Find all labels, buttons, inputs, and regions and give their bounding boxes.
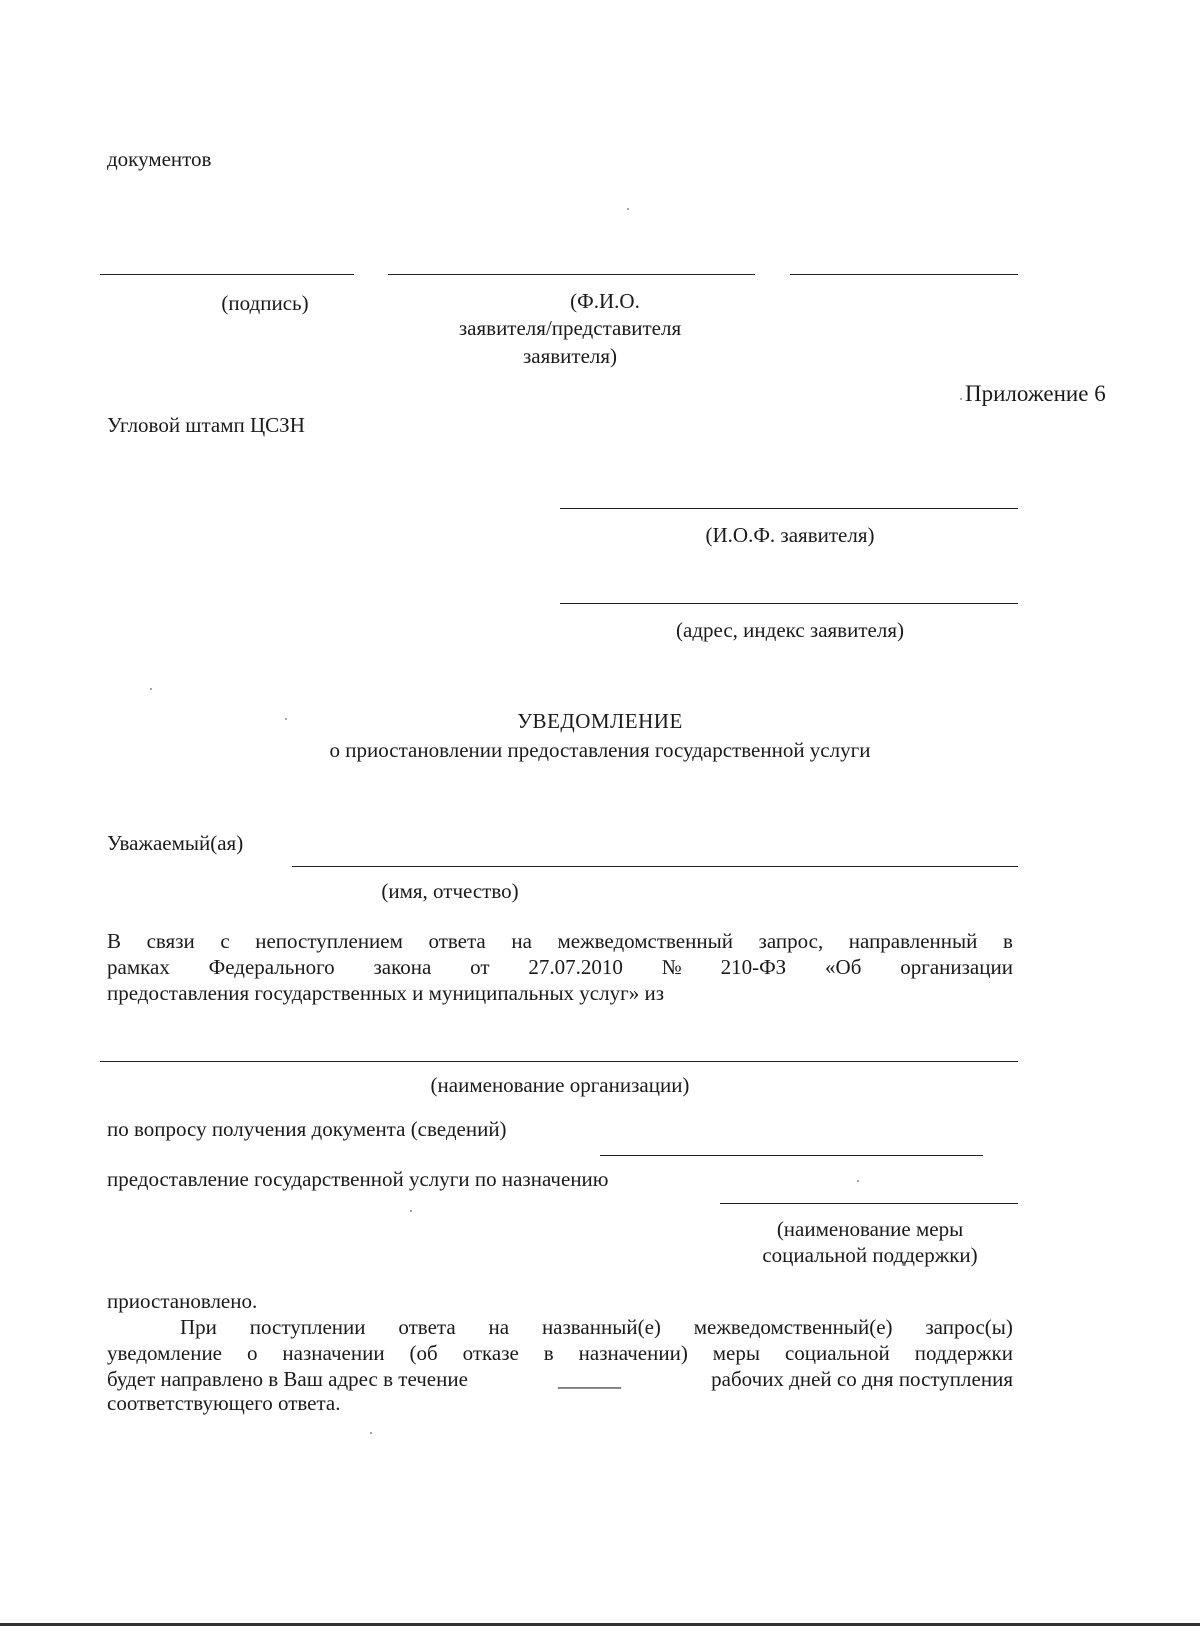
- paragraph2-word: назначении: [282, 1341, 385, 1365]
- fio-label-line3: заявителя): [522, 344, 618, 368]
- paragraph2-word: (об: [409, 1341, 438, 1365]
- scan-speck: [370, 1432, 372, 1434]
- paragraph1-word: организации: [900, 955, 1013, 979]
- appendix-label: Приложение 6: [965, 381, 1106, 406]
- fio-label-line1: (Ф.И.О.: [570, 289, 640, 313]
- paragraph2-word: названный(е): [541, 1315, 661, 1339]
- measure-name-line[interactable]: [720, 1203, 1018, 1204]
- recipient-name-label: (И.О.Ф. заявителя): [705, 523, 875, 547]
- scan-speck: [410, 1210, 412, 1212]
- scan-speck: [285, 718, 287, 720]
- paragraph2-word: о: [246, 1341, 258, 1365]
- paragraph2-line4: соответствующего ответа.: [107, 1391, 341, 1415]
- document-subtitle: о приостановлении предоставления государственной услуги: [329, 738, 871, 762]
- recipient-address-line[interactable]: [560, 603, 1018, 604]
- paragraph2-line3: [107, 1366, 1013, 1392]
- document-name-line[interactable]: [600, 1155, 983, 1156]
- paragraph2-word: в: [543, 1341, 554, 1365]
- paragraph1-word: В: [107, 929, 122, 953]
- paragraph1-word: Федерального: [208, 955, 335, 979]
- greeting-name-label: (имя, отчество): [381, 879, 519, 903]
- signature-label: (подпись): [221, 291, 309, 315]
- paragraph1-word: рамках: [107, 955, 170, 979]
- paragraph2-word: поддержки: [914, 1341, 1013, 1365]
- paragraph1-word: связи: [146, 929, 195, 953]
- service-assignment-text: предоставление государственной услуги по назначению: [107, 1167, 609, 1191]
- corner-stamp-label: Угловой штамп ЦСЗН: [107, 413, 305, 437]
- paragraph1-word: 27.07.2010: [528, 955, 623, 979]
- paragraph1-word: на: [511, 929, 532, 953]
- recipient-name-line[interactable]: [560, 508, 1018, 509]
- paragraph1-word: от: [470, 955, 490, 979]
- paragraph2-word: отказе: [462, 1341, 519, 1365]
- paragraph2-word: назначении): [578, 1341, 688, 1365]
- paragraph1-line3: предоставления государственных и муниципальных услуг» из: [107, 981, 665, 1005]
- paragraph2-word: поступлении: [249, 1315, 366, 1339]
- paragraph2-word: меры: [712, 1341, 760, 1365]
- top-line-text: документов: [107, 147, 212, 171]
- date-line[interactable]: [790, 274, 1018, 275]
- paragraph1-word: ответа: [428, 929, 486, 953]
- business-days-blank[interactable]: ______: [558, 1367, 622, 1391]
- scan-speck: [857, 1180, 859, 1182]
- paragraph1-word: с: [220, 929, 230, 953]
- paragraph1-word: направленный: [848, 929, 978, 953]
- paragraph1-word: межведомственный: [557, 929, 733, 953]
- paragraph2-word: запрос(ы): [925, 1315, 1013, 1339]
- paragraph1-line2: [107, 954, 1013, 980]
- paragraph2-word: При: [180, 1315, 217, 1339]
- paragraph1-line1: [107, 928, 1013, 954]
- scan-speck: [627, 208, 629, 210]
- paragraph2-word: межведомственный(е): [693, 1315, 893, 1339]
- paragraph2-line3-start: будет направлено в Ваш адрес в течение: [107, 1367, 468, 1391]
- fio-label-line2: заявителя/представителя: [458, 316, 682, 340]
- paragraph2-word: ответа: [398, 1315, 456, 1339]
- greeting-text: Уважаемый(ая): [107, 831, 244, 855]
- fio-line[interactable]: [388, 274, 755, 275]
- paragraph1-word: «Об: [825, 955, 862, 979]
- document-question-text: по вопросу получения документа (сведений): [107, 1117, 507, 1141]
- organization-label: (наименование организации): [430, 1073, 690, 1097]
- paragraph2-line1: [180, 1314, 1013, 1340]
- paragraph1-word: №: [661, 955, 682, 979]
- paragraph1-word: закона: [373, 955, 432, 979]
- organization-line[interactable]: [100, 1061, 1018, 1062]
- paragraph2-line2: [107, 1340, 1013, 1366]
- paragraph1-word: непоступлением: [255, 929, 403, 953]
- paragraph1-word: в: [1002, 929, 1013, 953]
- paragraph2-line3-end: рабочих дней со дня поступления: [711, 1367, 1013, 1391]
- scan-speck: [150, 688, 152, 690]
- paragraph2-word: уведомление: [107, 1341, 223, 1365]
- paragraph2-word: социальной: [784, 1341, 890, 1365]
- scan-speck: [960, 398, 962, 400]
- suspended-text: приостановлено.: [107, 1289, 258, 1313]
- signature-line[interactable]: [100, 274, 354, 275]
- measure-label-line2: социальной поддержки): [762, 1243, 978, 1267]
- greeting-name-line[interactable]: [292, 866, 1018, 867]
- paragraph1-word: запрос,: [758, 929, 824, 953]
- paragraph1-word: 210-ФЗ: [720, 955, 787, 979]
- recipient-address-label: (адрес, индекс заявителя): [676, 618, 904, 642]
- document-title: УВЕДОМЛЕНИЕ: [517, 709, 683, 733]
- paragraph2-word: на: [488, 1315, 510, 1339]
- scan-edge-line: [0, 1623, 1200, 1626]
- measure-label-line1: (наименование меры: [776, 1217, 964, 1241]
